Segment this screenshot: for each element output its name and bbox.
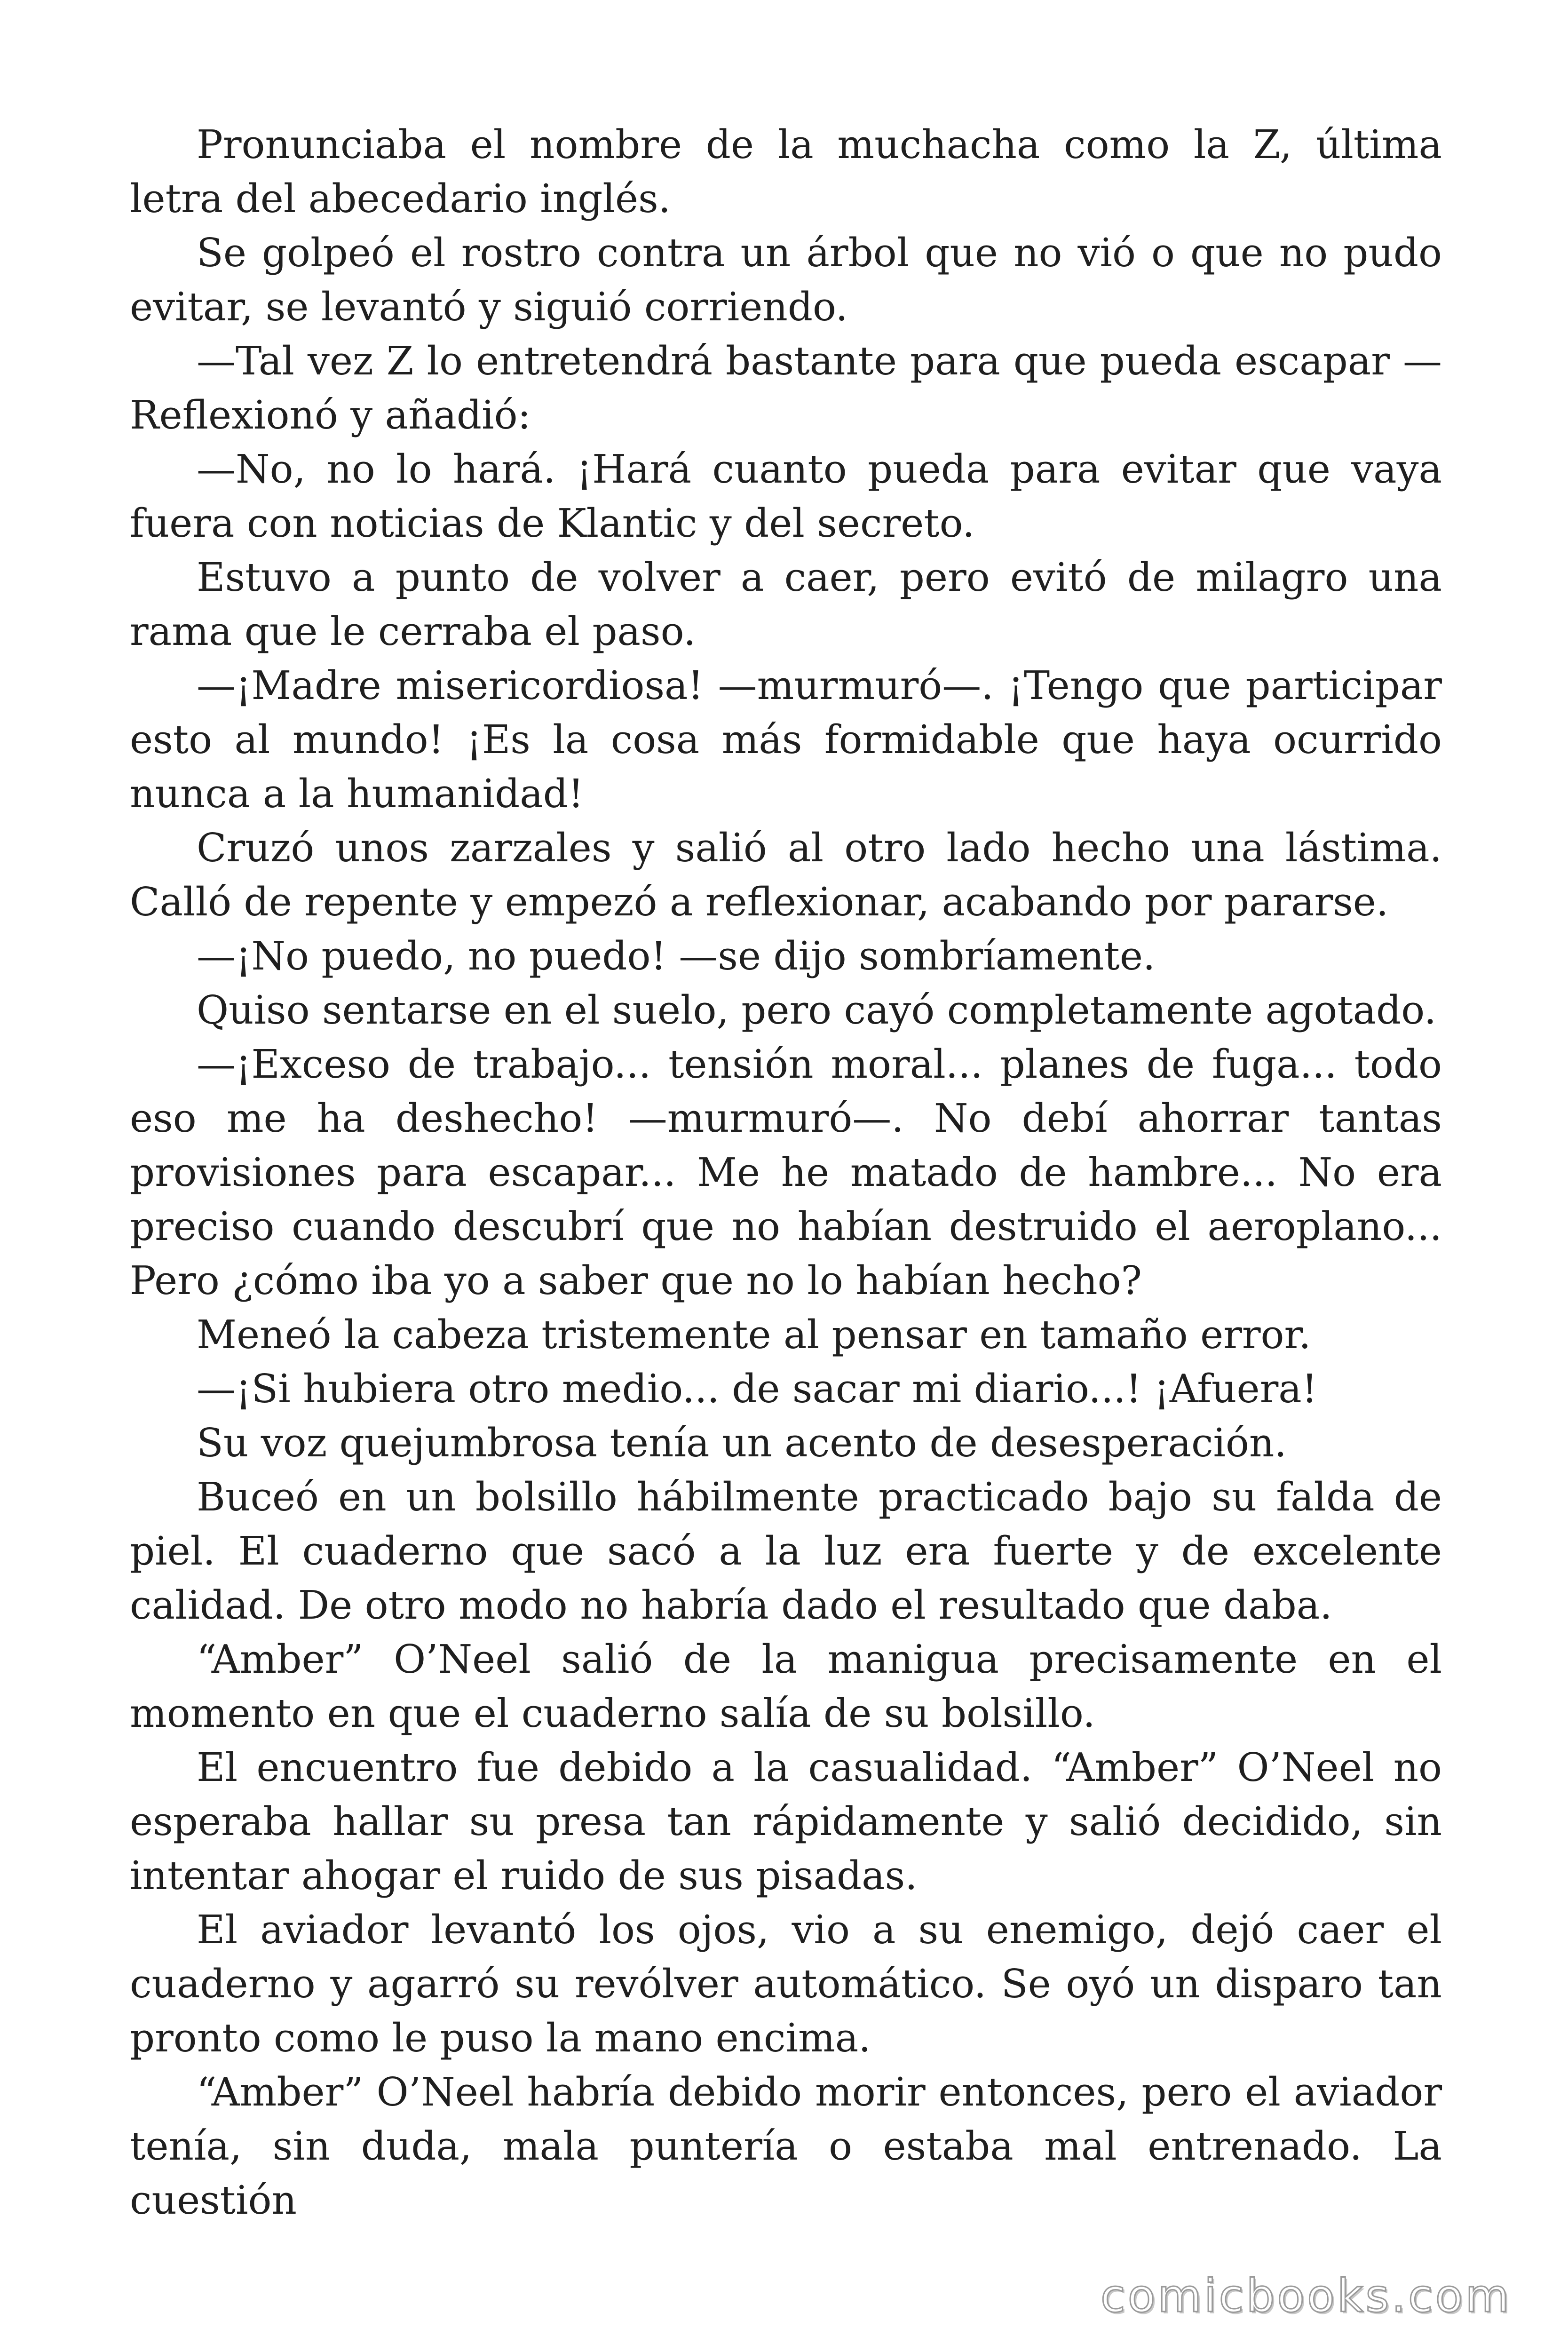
- body-text: [130, 118, 1442, 2227]
- paragraph: Se golpeó el rostro contra un árbol que no vió o que no pudo evitar, se levantó y siguió corriendo.: [130, 230, 1442, 330]
- paragraph: Buceó en un bolsillo hábilmente practicado bajo su falda de piel. El cuaderno que sacó a la luz era fuerte y de excelente calidad. De otro modo no habría dado el resultado que daba.: [130, 1474, 1442, 1628]
- paragraph: —Tal vez Z lo entretendrá bastante para que pueda escapar — Reflexionó y añadió:: [130, 338, 1442, 438]
- watermark: comicbooks.com: [1100, 2270, 1512, 2322]
- paragraph: El aviador levantó los ojos, vio a su enemigo, dejó caer el cuaderno y agarró su revólver automático. Se oyó un disparo tan pronto como le puso la mano encima.: [130, 1907, 1442, 2061]
- paragraph: Pronunciaba el nombre de la muchacha como la Z, última letra del abecedario inglés.: [130, 122, 1442, 222]
- paragraph: —¡No puedo, no puedo! —se dijo sombríamente.: [197, 933, 1156, 979]
- paragraph: —¡Si hubiera otro medio... de sacar mi diario...! ¡Afuera!: [197, 1366, 1318, 1412]
- paragraph: —¡Madre misericordiosa! —murmuró—. ¡Tengo que participar esto al mundo! ¡Es la cosa más formidable que haya ocurrido nunca a la humanidad!: [130, 663, 1442, 817]
- paragraph: Estuvo a punto de volver a caer, pero evitó de milagro una rama que le cerraba el paso.: [130, 555, 1442, 654]
- paragraph: Cruzó unos zarzales y salió al otro lado hecho una lástima. Calló de repente y empezó a reflexionar, acabando por pararse.: [130, 825, 1442, 925]
- paragraph: —¡Exceso de trabajo... tensión moral... planes de fuga... todo eso me ha deshecho! —murmuró—. No debí ahorrar tantas provisiones para escapar... Me he matado de hambre... No era preciso cuando descubrí que no habían destruido el aeroplano... Pero ¿cómo iba yo a saber que no lo habían hecho?: [130, 1041, 1442, 1303]
- paragraph: Su voz quejumbrosa tenía un acento de desesperación.: [197, 1420, 1287, 1466]
- paragraph: Quiso sentarse en el suelo, pero cayó completamente agotado.: [197, 987, 1437, 1033]
- paragraph: —No, no lo hará. ¡Hará cuanto pueda para evitar que vaya fuera con noticias de Klantic y del secreto.: [130, 446, 1442, 546]
- paragraph: El encuentro fue debido a la casualidad. “Amber” O’Neel no esperaba hallar su presa tan rápidamente y salió decidido, sin intentar ahogar el ruido de sus pisadas.: [130, 1745, 1442, 1899]
- paragraph: “Amber” O’Neel salió de la manigua precisamente en el momento en que el cuaderno salía de su bolsillo.: [130, 1637, 1442, 1736]
- paragraph: “Amber” O’Neel habría debido morir entonces, pero el aviador tenía, sin duda, mala puntería o estaba mal entrenado. La cuestión: [130, 2069, 1442, 2223]
- paragraph: Meneó la cabeza tristemente al pensar en tamaño error.: [197, 1312, 1311, 1358]
